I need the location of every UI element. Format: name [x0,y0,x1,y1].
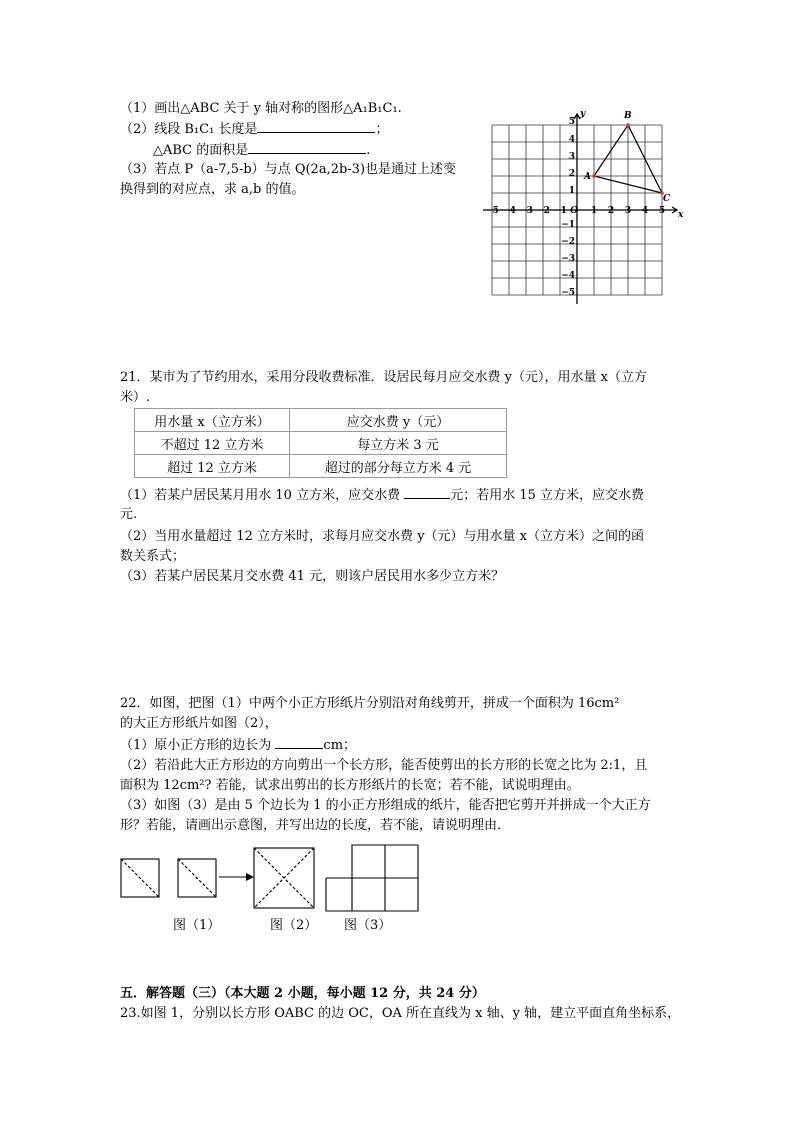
table-cell: 不超过 12 立方米 [135,432,290,455]
fig3-caption: 图（3） [344,918,392,933]
x-tick-label: 4 [641,206,649,216]
point-a-label: A [584,172,591,182]
origin-label: O [570,206,578,216]
answer-blank[interactable] [275,736,323,749]
q21-part1-end: 元. [120,507,138,522]
q21-part1-text: （1）若某户居民某月用水 10 立方米，应交水费 [120,488,401,503]
q20-area-text: △ABC 的面积是 [153,143,249,158]
x-tick-label: −5 [485,206,499,216]
x-tick-label: −4 [502,206,516,216]
q20-part3: （3）若点 P（a-7,5-b）与点 Q(2a,2b-3)也是通过上述变 [120,162,457,177]
y-tick-label: −3 [561,254,575,264]
q22-stem-cont: 的大正方形纸片如图（2）， [120,716,278,731]
answer-blank[interactable] [248,141,366,154]
x-axis-label: x [678,210,684,220]
small-square-2-diagonal [178,859,216,897]
y-tick-label: −4 [561,271,575,281]
y-axis-label: y [580,109,586,119]
table-row [135,455,507,478]
point-b-label: B [624,111,632,121]
q21-part2-cont: 数关系式； [120,549,186,564]
fig2-caption: 图（2） [270,918,318,933]
y-tick-label: −1 [561,220,575,230]
q21-part3: （3）若某户居民某月交水费 41 元，则该户居民用水多少立方米？ [120,569,505,584]
table-cell: 每立方米 3 元 [290,432,507,455]
point-a-dot [592,174,596,178]
x-tick-label: 1 [590,206,598,216]
q22-part1 [120,736,356,754]
x-tick-label: −2 [536,206,550,216]
q22-part2: （2）若沿此大正方形边的方向剪出一个长方形，能否使剪出的长方形的长宽之比为 2:1，且 [120,758,648,773]
y-tick-label: 3 [568,152,575,162]
x-tick-label: 5 [658,206,666,216]
answer-blank[interactable] [257,120,375,133]
q21-stem-cont: 米）. [120,390,151,405]
q21-part1 [120,486,644,504]
q20-area-end: . [366,143,371,158]
water-fee-table [134,408,507,478]
q20-part2 [120,120,388,138]
q21-part2: （2）当用水量超过 12 立方米时，求每月应交水费 y（元）与用水量 x（立方米）之间的函 [120,529,645,544]
small-square-1-diagonal [121,859,159,897]
q20-part2-text: （2）线段 B₁C₁ 长度是 [120,122,258,137]
y-tick-label: −5 [561,288,575,298]
x-tick-label: 3 [624,206,632,216]
q20-area [153,141,370,159]
q22-part3-cont: 形？若能，请画出示意图，并写出边的长度，若不能，请说明理由． [120,818,511,833]
table-cell: 超过 12 立方米 [135,455,290,478]
table-cell: 超过的部分每立方米 4 元 [290,455,507,478]
y-tick-label: 4 [568,135,575,145]
q22-part1-unit: cm； [323,738,357,753]
arrow-head-icon [246,873,254,881]
fig1-caption: 图（1） [173,918,221,933]
q20-part1: （1）画出△ABC 关于 y 轴对称的图形△A₁B₁C₁. [120,101,402,116]
q22-part1-text: （1）原小正方形的边长为 [120,738,272,753]
x-tick-label: −3 [519,206,533,216]
q23-stem: 23.如图 1，分别以长方形 OABC 的边 OC，OA 所在直线为 x 轴、y 轴，建立平面直角坐标系， [120,1006,681,1021]
coordinate-grid [475,100,690,310]
q21-stem: 21．某市为了节约用水，采用分段收费标准．设居民每月应交水费 y（元），用水量 x（立方 [120,370,647,385]
table-row [135,409,507,432]
q22-part3: （3）如图（3）是由 5 个边长为 1 的小正方形组成的纸片，能否把它剪开并拼成一个大正方 [120,798,651,813]
table-header-cell: 用水量 x（立方米） [135,409,290,432]
x-tick-label: −1 [553,206,567,216]
point-c-label: C [663,194,671,204]
q22-part2-cont: 面积为 12cm²? 若能，试求出剪出的长方形纸片的长宽；若不能，试说明理由。 [120,778,580,793]
q21-part1-mid: 元；若用水 15 立方米，应交水费 [450,488,645,503]
q22-stem: 22．如图，把图（1）中两个小正方形纸片分别沿对角线剪开，拼成一个面积为 16cm² [120,696,620,711]
x-tick-label: 2 [607,206,615,216]
y-tick-label: 1 [568,186,575,196]
section-5-title: 五．解答题（三）（本大题 2 小题，每小题 12 分，共 24 分） [120,986,485,1001]
y-tick-label: −2 [561,237,575,247]
q20-part3-cont: 换得到的对应点，求 a,b 的值。 [120,182,305,197]
table-row [135,432,507,455]
y-tick-label: 5 [568,117,575,127]
y-tick-label: 2 [568,169,575,179]
q20-part2-end: ； [375,122,389,137]
point-b-dot [626,123,630,127]
table-header-cell: 应交水费 y（元） [290,409,507,432]
answer-blank[interactable] [404,486,450,499]
